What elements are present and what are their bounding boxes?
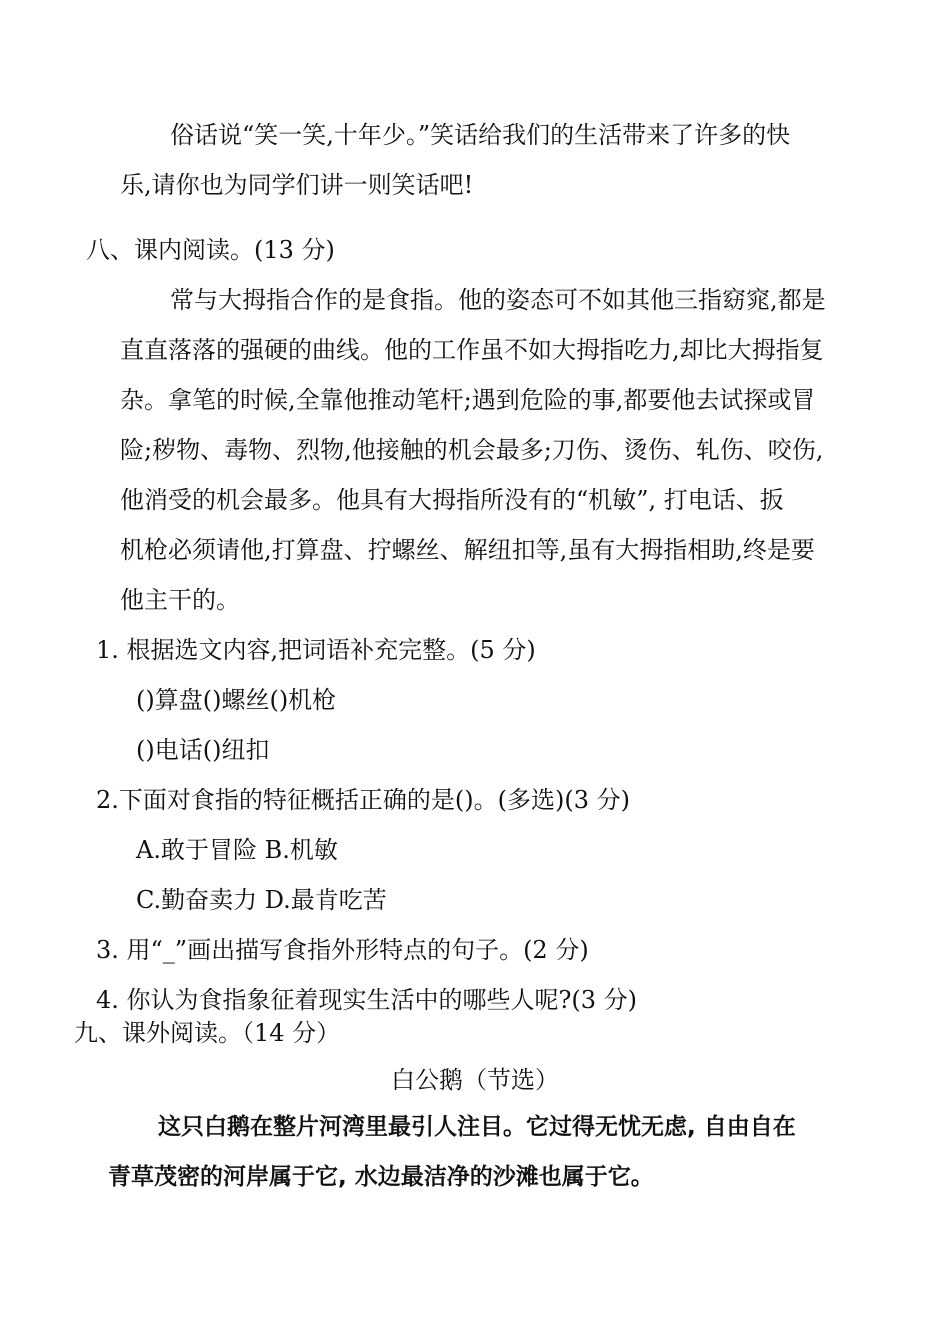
section-9-title: 白公鹅（节选） — [391, 1066, 559, 1094]
passage-9-line-2: 青草茂密的河岸属于它, 水边最洁净的沙滩也属于它。 — [108, 1164, 654, 1190]
passage-9-line-1: 这只白鹅在整片河湾里最引人注目。它过得无忧无虑, 自由自在 — [158, 1114, 796, 1140]
question-2-options-2: C.勤奋卖力 D.最肯吃苦 — [136, 886, 387, 914]
question-1-line-1: ()算盘()螺丝()机枪 — [136, 686, 337, 714]
section-9-heading: 九、课外阅读。（14 分） — [74, 1019, 341, 1047]
passage-8-line-3: 杂。拿笔的时候,全靠他推动笔杆;遇到危险的事,都要他去试探或冒 — [120, 386, 816, 414]
question-3: 3. 用“_”画出描写食指外形特点的句子。(2 分) — [96, 936, 589, 964]
passage-8-line-1: 常与大拇指合作的是食指。他的姿态可不如其他三指窈窕,都是 — [170, 286, 826, 314]
question-2: 2.下面对食指的特征概括正确的是()。(多选)(3 分) — [96, 786, 630, 814]
passage-8-line-7: 他主干的。 — [120, 586, 240, 614]
question-2-options-1: A.敢于冒险 B.机敏 — [136, 836, 338, 864]
passage-8-line-4: 险;秽物、毒物、烈物,他接触的机会最多;刀伤、烫伤、轧伤、咬伤, — [120, 436, 824, 464]
passage-8-line-5: 他消受的机会最多。他具有大拇指所没有的“机敏”, 打电话、扳 — [120, 486, 784, 514]
question-1: 1. 根据选文内容,把词语补充完整。(5 分) — [96, 636, 536, 664]
section-8-heading: 八、课内阅读。(13 分) — [86, 236, 335, 264]
question-4: 4. 你认为食指象征着现实生活中的哪些人呢?(3 分) — [96, 986, 638, 1014]
passage-8-line-6: 机枪必须请他,打算盘、拧螺丝、解纽扣等,虽有大拇指相助,终是要 — [120, 536, 815, 564]
question-1-line-2: ()电话()纽扣 — [136, 736, 270, 764]
intro-line-1: 俗话说“笑一笑,十年少。”笑话给我们的生活带来了许多的快 — [170, 121, 791, 149]
passage-8-line-2: 直直落落的强硬的曲线。他的工作虽不如大拇指吃力,却比大拇指复 — [120, 336, 824, 364]
intro-line-2: 乐,请你也为同学们讲一则笑话吧! — [120, 171, 474, 199]
